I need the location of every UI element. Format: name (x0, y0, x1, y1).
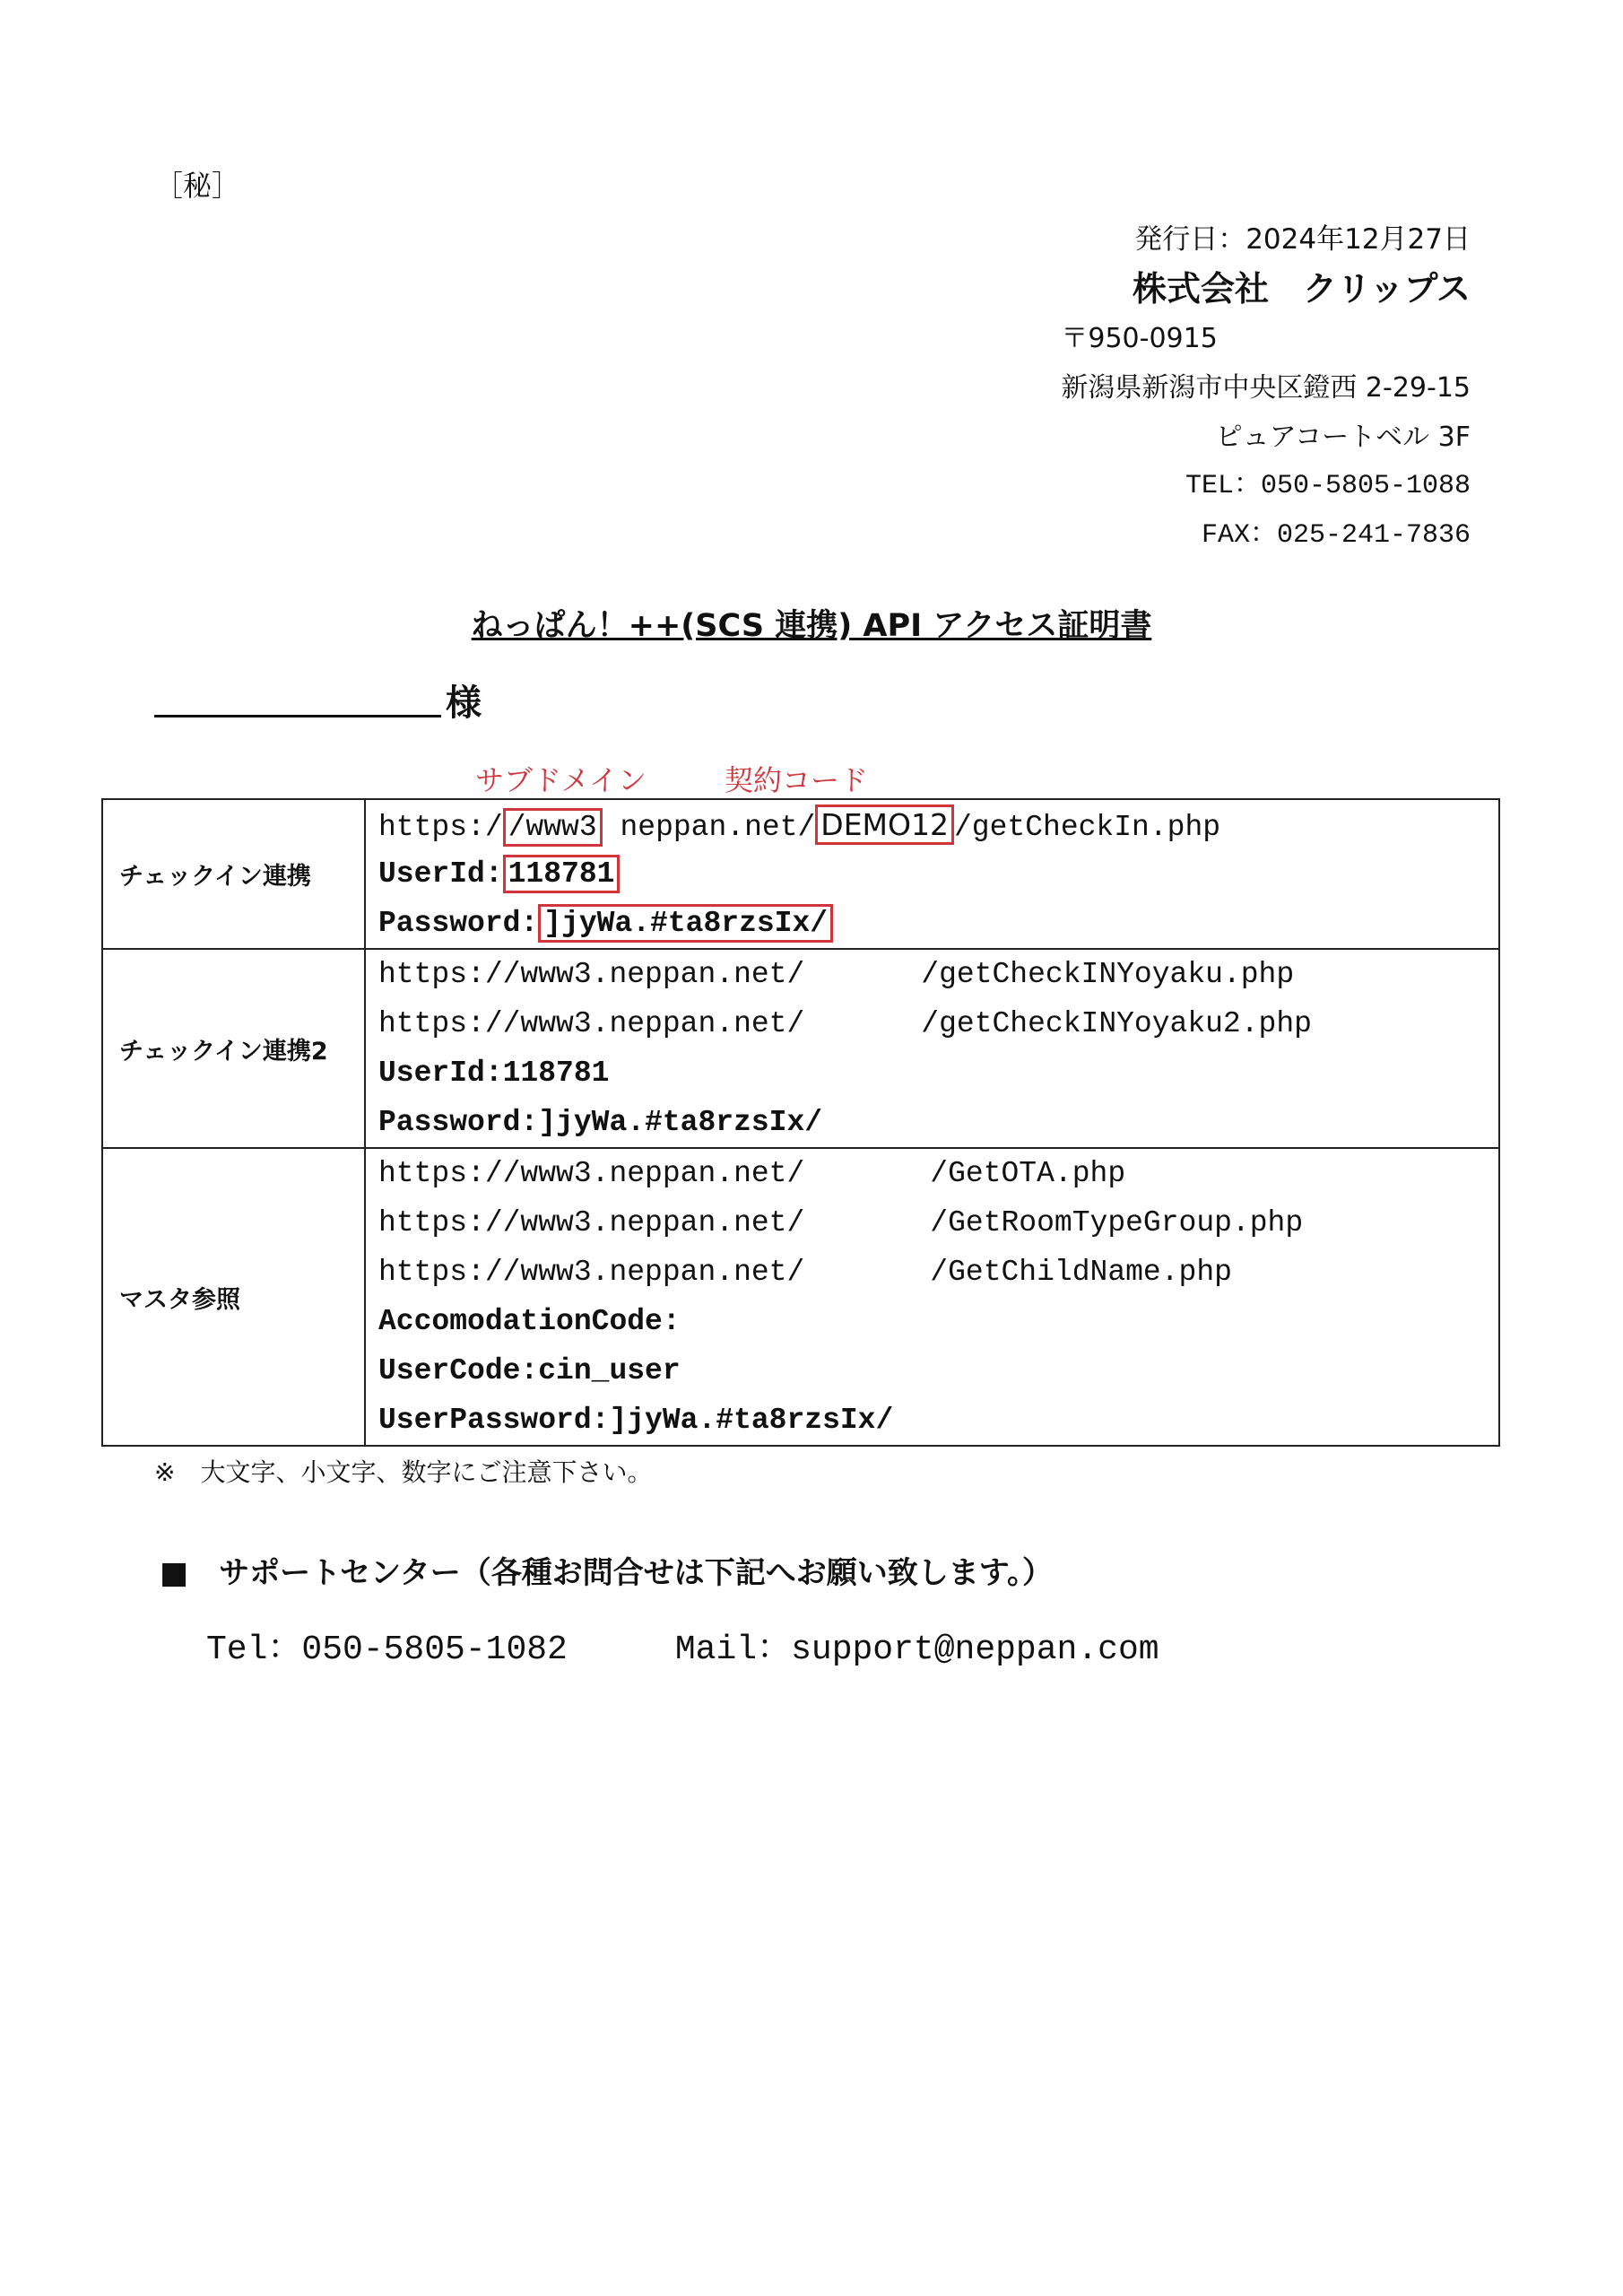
row-label-checkin-2: チェックイン連携2 (102, 949, 365, 1148)
table-row (102, 949, 1499, 1148)
userid-line: UserId: 118781 (378, 849, 1498, 899)
row-label-master: マスタ参照 (102, 1148, 365, 1446)
endpoint-url: https://www3.neppan.net/ /getCheckINYoyaku.php (378, 958, 1295, 991)
row-content-master (365, 1148, 1499, 1446)
postal-code: 〒950-0915 (1061, 323, 1218, 354)
row-content-checkin-2 (365, 949, 1499, 1148)
table-row (102, 799, 1499, 949)
support-contact (206, 1619, 1159, 1669)
password-line: Password: ]jyWa.#ta8rzsIx/ (378, 899, 1498, 948)
document-title: ねっぱん！++(SCS 連携) API アクセス証明書 (471, 608, 1152, 644)
endpoint-url: https://www3.neppan.net/ /getCheckINYoyaku2.php (378, 1007, 1312, 1040)
company-name: 株式会社 クリップス (1133, 269, 1471, 309)
issue-date: 発行日：2024年12月27日 (1134, 223, 1471, 256)
subdomain-annotation: サブドメイン (475, 763, 647, 797)
userpassword-line: UserPassword:]jyWa.#ta8rzsIx/ (378, 1404, 894, 1437)
address-line-1: 新潟県新潟市中央区鐙西 2-29-15 (1061, 372, 1471, 404)
userid-highlight: 118781 (503, 855, 621, 893)
recipient-underline (154, 715, 441, 718)
support-mail: Mail：support@neppan.com (674, 1631, 1159, 1669)
recipient-honorific: 様 (446, 683, 482, 724)
password-highlight: ]jyWa.#ta8rzsIx/ (538, 904, 833, 943)
endpoint-url: https:/ /www3 neppan.net/ DEMO12 /getCheckIn.php (378, 800, 1498, 849)
confidential-mark: ［秘］ (154, 169, 241, 203)
row-label-checkin: チェックイン連携 (102, 799, 365, 949)
company-tel: TEL：050-5805-1088 (1185, 471, 1471, 501)
password-line: Password:]jyWa.#ta8rzsIx/ (378, 1106, 823, 1139)
endpoint-url: https://www3.neppan.net/ /GetRoomTypeGroup.php (378, 1206, 1304, 1239)
company-fax: FAX：025-241-7836 (1201, 520, 1471, 551)
contract-code-highlight: DEMO12 (815, 804, 954, 845)
subdomain-highlight: /www3 (503, 808, 603, 847)
endpoint-url: https://www3.neppan.net/ /GetOTA.php (378, 1157, 1126, 1190)
support-center-heading: ■ サポートセンター（各種お問合せは下記へお願い致します。） (160, 1555, 1054, 1591)
credentials-table (101, 798, 1500, 1447)
endpoint-url: https://www3.neppan.net/ /GetChildName.php (378, 1256, 1232, 1289)
address-line-2: ピュアコートベル 3F (1215, 422, 1471, 453)
table-row (102, 1148, 1499, 1446)
accomodation-code-line: AccomodationCode: (378, 1305, 681, 1338)
usercode-line: UserCode:cin_user (378, 1354, 681, 1387)
case-sensitivity-note: ※ 大文字、小文字、数字にご注意下さい。 (154, 1457, 653, 1487)
row-content-checkin (365, 799, 1499, 949)
contract-code-annotation: 契約コード (725, 763, 869, 797)
issuer-block (1061, 215, 1471, 561)
support-tel: Tel：050-5805-1082 (206, 1631, 568, 1669)
userid-line: UserId:118781 (378, 1057, 610, 1090)
